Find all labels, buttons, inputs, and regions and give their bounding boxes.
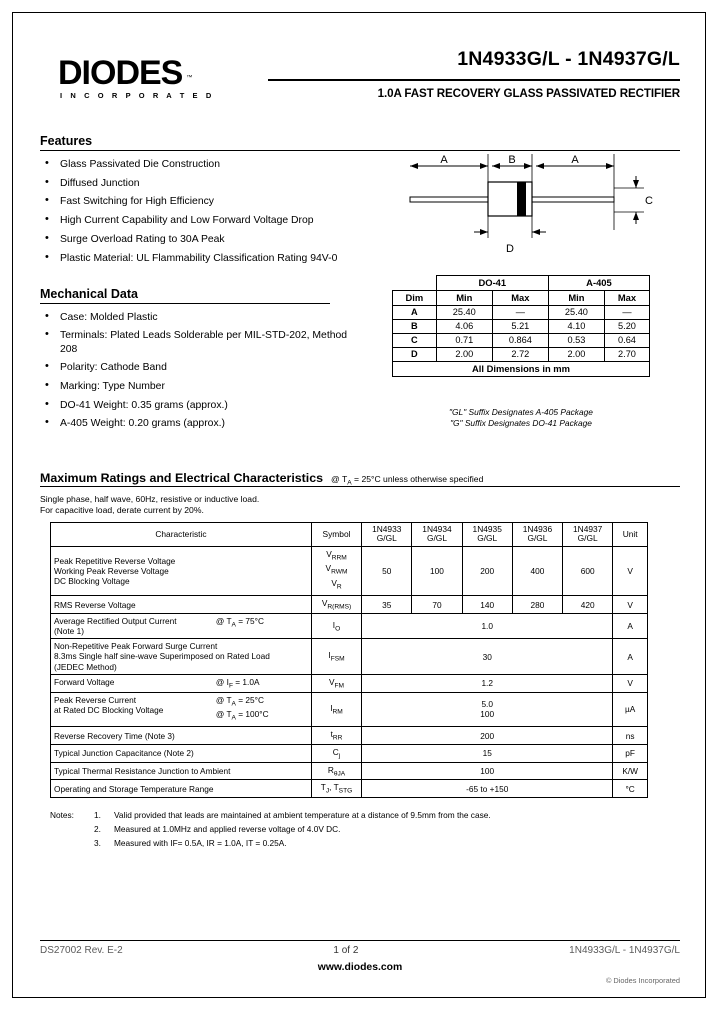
table-row	[393, 333, 650, 347]
list-item: 3. Measured with IF= 0.5A, IR = 1.0A, IT = 0.25A.	[94, 837, 287, 848]
table-row	[51, 613, 648, 638]
cell-dim: C	[393, 333, 437, 347]
cell-value: 25.40	[548, 305, 604, 319]
table-row	[51, 639, 648, 675]
dim-table-footer: All Dimensions in mm	[393, 361, 650, 376]
cell-dim: D	[393, 347, 437, 361]
dim-label-d: D	[506, 243, 514, 255]
features-heading: Features	[40, 134, 93, 148]
mechanical-section	[40, 277, 680, 467]
col-part-1: 1N4933 G/GL	[362, 522, 412, 546]
list-item: • Plastic Material: UL Flammability Classification Rating 94V-0	[40, 252, 370, 265]
cell-condition: @ $I_F = 1.0A$	[215, 676, 260, 690]
list-item: 2. Measured at 1.0MHz and applied reverse voltage of 4.0V DC.	[94, 823, 341, 834]
max-ratings-divider	[40, 486, 680, 487]
col-part-4: 1N4936 G/GL	[512, 522, 562, 546]
table-row	[51, 546, 648, 596]
max-ratings-note-1: Single phase, half wave, 60Hz, resistive or inductive load.	[40, 494, 260, 505]
cell-dim: B	[393, 319, 437, 333]
cell-value: 0.864	[492, 333, 548, 347]
table-row	[393, 290, 650, 305]
cell-unit: ns	[613, 727, 648, 745]
suffix-note-line-1: "GL" Suffix Designates A-405 Package	[449, 406, 593, 417]
footnotes-list	[94, 810, 491, 852]
cell-characteristic: Typical Thermal Resistance Junction to Ambient	[51, 762, 312, 780]
features-section	[40, 134, 680, 265]
cell-unit: A	[613, 639, 648, 675]
dim-label-c: C	[645, 195, 653, 207]
title-block	[268, 48, 680, 100]
title-divider	[268, 79, 680, 81]
dimensions-table	[392, 275, 650, 377]
cell-symbol: $R_{\theta JA}$	[311, 762, 361, 780]
dim-label-a-right: A	[571, 154, 579, 166]
footer-divider	[40, 940, 680, 941]
col-symbol: Symbol	[311, 522, 361, 546]
diodes-logo	[58, 56, 248, 100]
dim-col-max2: Max	[604, 290, 649, 305]
cell-value: 30	[362, 639, 613, 675]
cell-symbol: $I_{FSM}$	[311, 639, 361, 675]
table-row	[393, 361, 650, 376]
list-item: • DO-41 Weight: 0.35 grams (approx.)	[40, 399, 360, 412]
cell-condition: @ $T_A = 75^\circ C$	[215, 615, 264, 629]
col-characteristic: Characteristic	[51, 522, 312, 546]
list-item: • High Current Capability and Low Forward Voltage Drop	[40, 214, 370, 227]
col-part-5: 1N4937 G/GL	[563, 522, 613, 546]
list-item: • A-405 Weight: 0.20 grams (approx.)	[40, 417, 360, 430]
footnotes-section	[50, 810, 680, 852]
list-item: • Diffused Junction	[40, 177, 370, 190]
cell-unit: pF	[613, 744, 648, 762]
cell-value: 2.72	[492, 347, 548, 361]
cell-characteristic: Peak Repetitive Reverse Voltage Working Peak Reverse Voltage DC Blocking Voltage	[51, 546, 312, 596]
cell-characteristic: RMS Reverse Voltage	[51, 596, 312, 614]
dim-pkg-a405: A-405	[548, 275, 649, 290]
cell-value: -65 to +150	[362, 780, 613, 798]
dim-label-a-left: A	[440, 154, 448, 166]
cell-value: 35	[362, 596, 412, 614]
package-outline-drawing	[392, 142, 680, 262]
list-item: • Terminals: Plated Leads Solderable per MIL-STD-202, Method 208	[40, 329, 360, 355]
cell-value: 140	[462, 596, 512, 614]
table-row	[393, 305, 650, 319]
cell-value: 2.70	[604, 347, 649, 361]
footer-pagenum: 1 of 2	[333, 945, 359, 956]
page-footer	[40, 940, 680, 985]
mechanical-divider	[40, 303, 330, 304]
col-part-3: 1N4935 G/GL	[462, 522, 512, 546]
table-row	[393, 319, 650, 333]
footer-docid: DS27002 Rev. E-2	[40, 945, 123, 956]
dim-label-b: B	[508, 154, 516, 166]
cell-value: 1.2	[362, 674, 613, 692]
characteristics-table	[50, 522, 648, 798]
logo-subtitle: I N C O R P O R A T E D	[60, 91, 215, 100]
cell-symbol: $C_j$	[311, 744, 361, 762]
cell-value: 5.21	[492, 319, 548, 333]
cell-symbol: $T_J$, $T_{STG}$	[311, 780, 361, 798]
cell-symbol: $t_{RR}$	[311, 727, 361, 745]
cell-condition: @ $T_A = 25^\circ C$ @ $T_A = 100^\circ C$	[215, 694, 269, 723]
cell-value: 100	[362, 762, 613, 780]
cell-value: 420	[563, 596, 613, 614]
cell-symbol: $V_{FM}$	[311, 674, 361, 692]
cell-unit: V	[613, 596, 648, 614]
cell-value: 200	[462, 546, 512, 596]
footer-website-link[interactable]: www.diodes.com	[317, 962, 403, 973]
cell-value: 400	[512, 546, 562, 596]
table-row	[51, 744, 648, 762]
table-row	[51, 596, 648, 614]
table-row	[51, 727, 648, 745]
col-part-2: 1N4934 G/GL	[412, 522, 462, 546]
cell-characteristic: Non-Repetitive Peak Forward Surge Current 8.3ms Single half sine-wave Superimposed on Rated Load (JEDEC Method)	[51, 639, 312, 675]
table-row	[51, 762, 648, 780]
cell-value: 0.71	[436, 333, 492, 347]
footnotes-label: Notes:	[50, 809, 74, 820]
cell-symbol: $V_{R(RMS)}$	[311, 596, 361, 614]
mechanical-heading: Mechanical Data	[40, 286, 138, 301]
suffix-note-line-2: "G" Suffix Designates DO-41 Package	[450, 418, 592, 429]
cell-value: 2.00	[548, 347, 604, 361]
max-ratings-heading: Maximum Ratings and Electrical Characteristics	[40, 470, 324, 485]
cell-characteristic: Operating and Storage Temperature Range	[51, 780, 312, 798]
mechanical-list	[40, 311, 360, 431]
table-row	[51, 692, 648, 727]
max-ratings-condition: @ $T_A = 25^\circ C$ unless otherwise specified	[331, 473, 484, 487]
list-item: • Marking: Type Number	[40, 380, 360, 393]
cell-value: 2.00	[436, 347, 492, 361]
suffix-note	[392, 407, 650, 430]
list-item: • Case: Molded Plastic	[40, 311, 360, 324]
cell-value: 1.0	[362, 613, 613, 638]
cell-value: 4.10	[548, 319, 604, 333]
table-row	[393, 347, 650, 361]
page-subtitle: 1.0A FAST RECOVERY GLASS PASSIVATED RECTIFIER	[377, 87, 680, 100]
dim-pkg-do41: DO-41	[436, 275, 548, 290]
table-row	[393, 275, 650, 290]
cell-value: —	[492, 305, 548, 319]
max-ratings-section	[40, 471, 680, 852]
cell-characteristic: Typical Junction Capacitance (Note 2)	[51, 744, 312, 762]
cell-characteristic: @ $T_A = 75^\circ C$ Average Rectified Output Current (Note 1)	[51, 613, 312, 638]
cell-value: 50	[362, 546, 412, 596]
table-header-row	[51, 522, 648, 546]
max-ratings-notes	[40, 494, 680, 515]
list-item: • Fast Switching for High Efficiency	[40, 195, 370, 208]
cell-characteristic: @ $T_A = 25^\circ C$ @ $T_A = 100^\circ C$ Peak Reverse Current at Rated DC Blocking Voltage	[51, 692, 312, 727]
features-list	[40, 158, 370, 265]
cell-value: 70	[412, 596, 462, 614]
cell-value: 0.64	[604, 333, 649, 347]
page-title: 1N4933G/L - 1N4937G/L	[457, 48, 680, 70]
cell-value: 15	[362, 744, 613, 762]
dim-col-max1: Max	[492, 290, 548, 305]
dim-col-dim: Dim	[393, 290, 437, 305]
cell-symbol: $I_{RM}$	[311, 692, 361, 727]
cell-value: —	[604, 305, 649, 319]
cell-value: 280	[512, 596, 562, 614]
list-item: 1. Valid provided that leads are maintained at ambient temperature at a distance of 9.5mm from the case.	[94, 809, 491, 820]
cell-dim: A	[393, 305, 437, 319]
cell-characteristic: Reverse Recovery Time (Note 3)	[51, 727, 312, 745]
cell-unit: K/W	[613, 762, 648, 780]
table-row	[51, 780, 648, 798]
cell-value: 600	[563, 546, 613, 596]
cell-symbol: $V_{RRM}$ $V_{RWM}$ $V_R$	[311, 546, 361, 596]
list-item: • Polarity: Cathode Band	[40, 361, 360, 374]
cell-value: 5.0 100	[362, 692, 613, 727]
cell-value: 5.20	[604, 319, 649, 333]
cell-value: 0.53	[548, 333, 604, 347]
dim-col-min1: Min	[436, 290, 492, 305]
dim-col-min2: Min	[548, 290, 604, 305]
trademark-symbol: ™	[186, 75, 193, 81]
logo-wordmark: DIODES	[58, 54, 183, 92]
document-header	[40, 30, 680, 108]
list-item: • Surge Overload Rating to 30A Peak	[40, 233, 370, 246]
table-row	[51, 674, 648, 692]
cell-symbol: $I_O$	[311, 613, 361, 638]
cell-value: 25.40	[436, 305, 492, 319]
cell-unit: µA	[613, 692, 648, 727]
max-ratings-note-2: For capacitive load, derate current by 20%.	[40, 505, 204, 516]
cell-unit: V	[613, 674, 648, 692]
cell-unit: °C	[613, 780, 648, 798]
col-unit: Unit	[613, 522, 648, 546]
cell-unit: V	[613, 546, 648, 596]
list-item: • Glass Passivated Die Construction	[40, 158, 370, 171]
footer-partnum: 1N4933G/L - 1N4937G/L	[569, 945, 680, 956]
cell-value: 100	[412, 546, 462, 596]
cell-value: 4.06	[436, 319, 492, 333]
cell-unit: A	[613, 613, 648, 638]
cell-characteristic: @ $I_F = 1.0A$ Forward Voltage	[51, 674, 312, 692]
cell-value: 200	[362, 727, 613, 745]
footer-copyright: © Diodes Incorporated	[605, 976, 680, 985]
